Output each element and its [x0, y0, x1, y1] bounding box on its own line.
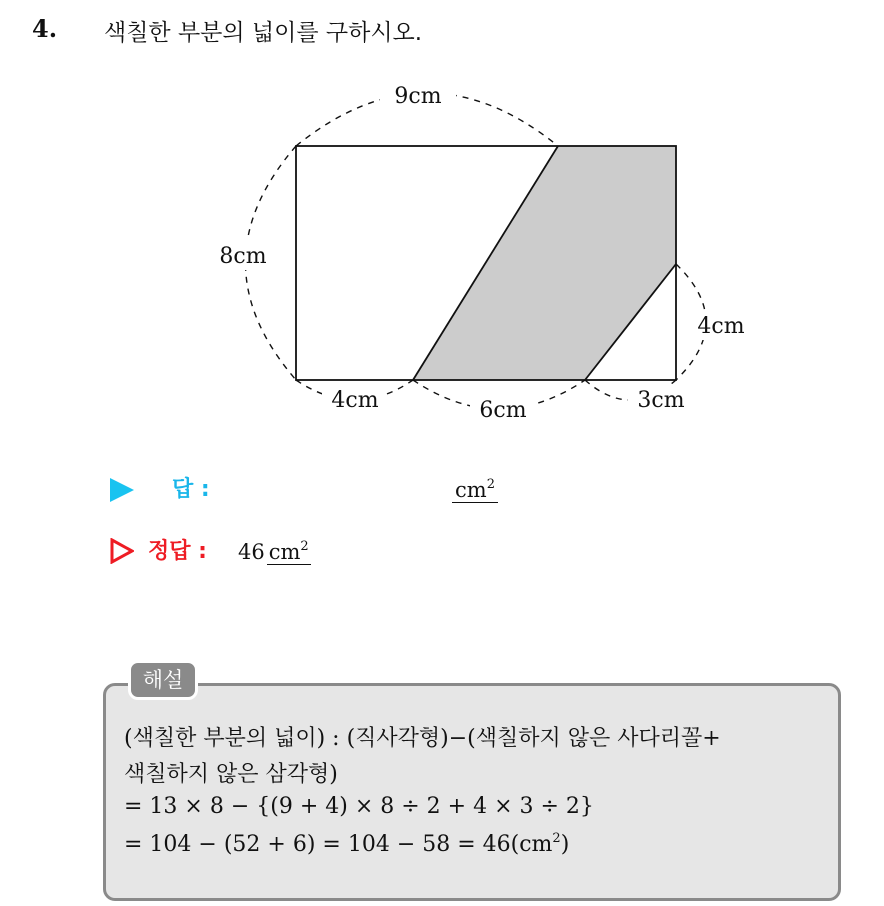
solution-box	[103, 683, 841, 901]
solution-line-1: (색칠한 부분의 넓이) : (직사각형)−(색칠하지 않은 사다리꼴+	[124, 726, 721, 751]
label-right-4cm: 4cm	[697, 314, 745, 339]
solution-line-4: = $104 - (52 + 6) = 104 - 58 = 46(cm^2)$	[124, 831, 570, 857]
answer-row	[110, 470, 670, 510]
answer-unit: $cm^2$	[452, 478, 498, 503]
question-number: 4.	[32, 14, 58, 43]
solution-line-3: = 13 × 8 − {(9 + 4) × 8 ÷ 2 + 4 × 3 ÷ 2}	[124, 794, 594, 819]
correct-answer-row	[110, 532, 670, 572]
label-top-9cm: 9cm	[394, 84, 442, 109]
question-text: 색칠한 부분의 넓이를 구하시오.	[104, 20, 423, 46]
answer-marker-icon	[110, 478, 134, 502]
correct-value: 46 $cm^2$	[238, 539, 309, 564]
correct-marker-icon	[110, 538, 134, 564]
solution-tab: 해설	[128, 660, 198, 700]
label-left-8cm: 8cm	[219, 244, 267, 269]
label-bottom-right-3cm: 3cm	[637, 388, 685, 413]
answer-label: 답 :	[172, 477, 210, 502]
label-bottom-left-4cm: 4cm	[331, 388, 379, 413]
correct-label: 정답 :	[148, 539, 207, 564]
shaded-region	[413, 146, 676, 380]
label-bottom-middle-6cm: 6cm	[479, 398, 527, 423]
solution-line-2: 색칠하지 않은 삼각형)	[124, 762, 338, 787]
